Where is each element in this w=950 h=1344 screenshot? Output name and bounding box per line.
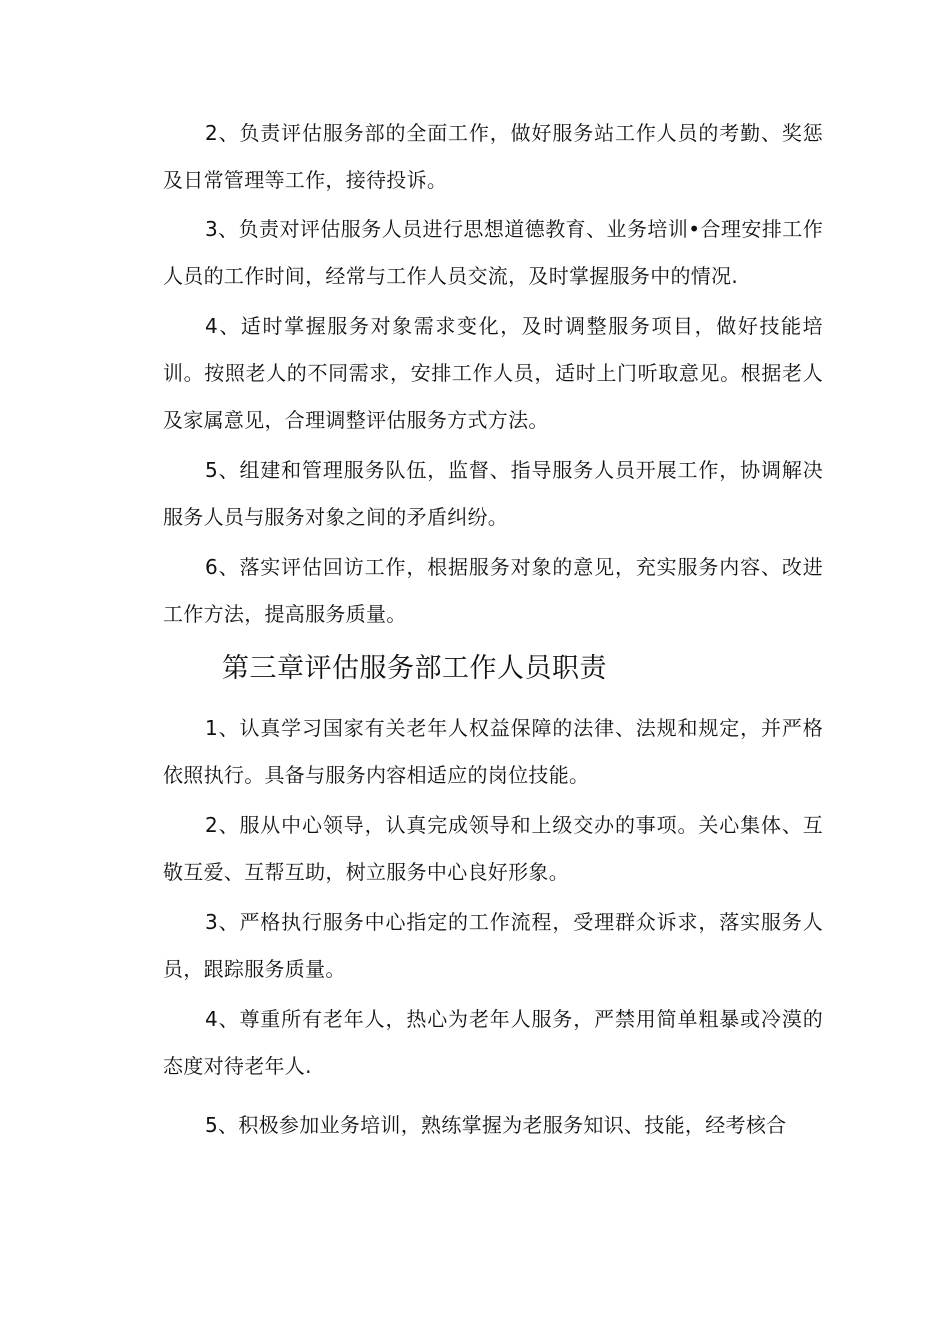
staff-duty-item-4: 4、尊重所有老年人，热心为老年人服务，严禁用简单粗暴或冷漠的态度对待老年人.	[163, 1007, 823, 1078]
staff-duty-item-1: 1、认真学习国家有关老年人权益保障的法律、法规和规定，并严格依照执行。具备与服务内容相适应的岗位技能。	[163, 716, 823, 787]
duty-item-4: 4、适时掌握服务对象需求变化，及时调整服务项目，做好技能培训。按照老人的不同需求，安排工作人员，适时上门听取意见。根据老人及家属意见，合理调整评估服务方式方法。	[163, 314, 823, 432]
staff-duty-item-3: 3、严格执行服务中心指定的工作流程，受理群众诉求，落实服务人员，跟踪服务质量。	[163, 910, 823, 981]
staff-duty-item-5: 5、积极参加业务培训，熟练掌握为老服务知识、技能，经考核合	[205, 1113, 787, 1137]
duty-item-6: 6、落实评估回访工作，根据服务对象的意见，充实服务内容、改进工作方法，提高服务质量。	[163, 555, 823, 626]
staff-duty-item-2: 2、服从中心领导，认真完成领导和上级交办的事项。关心集体、互敬互爱、互帮互助，树立服务中心良好形象。	[163, 813, 823, 884]
chapter-title: 第三章评估服务部工作人员职责	[222, 653, 607, 684]
duty-item-5: 5、组建和管理服务队伍，监督、指导服务人员开展工作，协调解决服务人员与服务对象之间的矛盾纠纷。	[163, 458, 823, 529]
duty-item-2: 2、负责评估服务部的全面工作，做好服务站工作人员的考勤、奖惩及日常管理等工作，接待投诉。	[163, 121, 823, 192]
duty-item-3: 3、负责对评估服务人员进行思想道德教育、业务培训•合理安排工作人员的工作时间，经常与工作人员交流，及时掌握服务中的情况.	[163, 217, 823, 288]
